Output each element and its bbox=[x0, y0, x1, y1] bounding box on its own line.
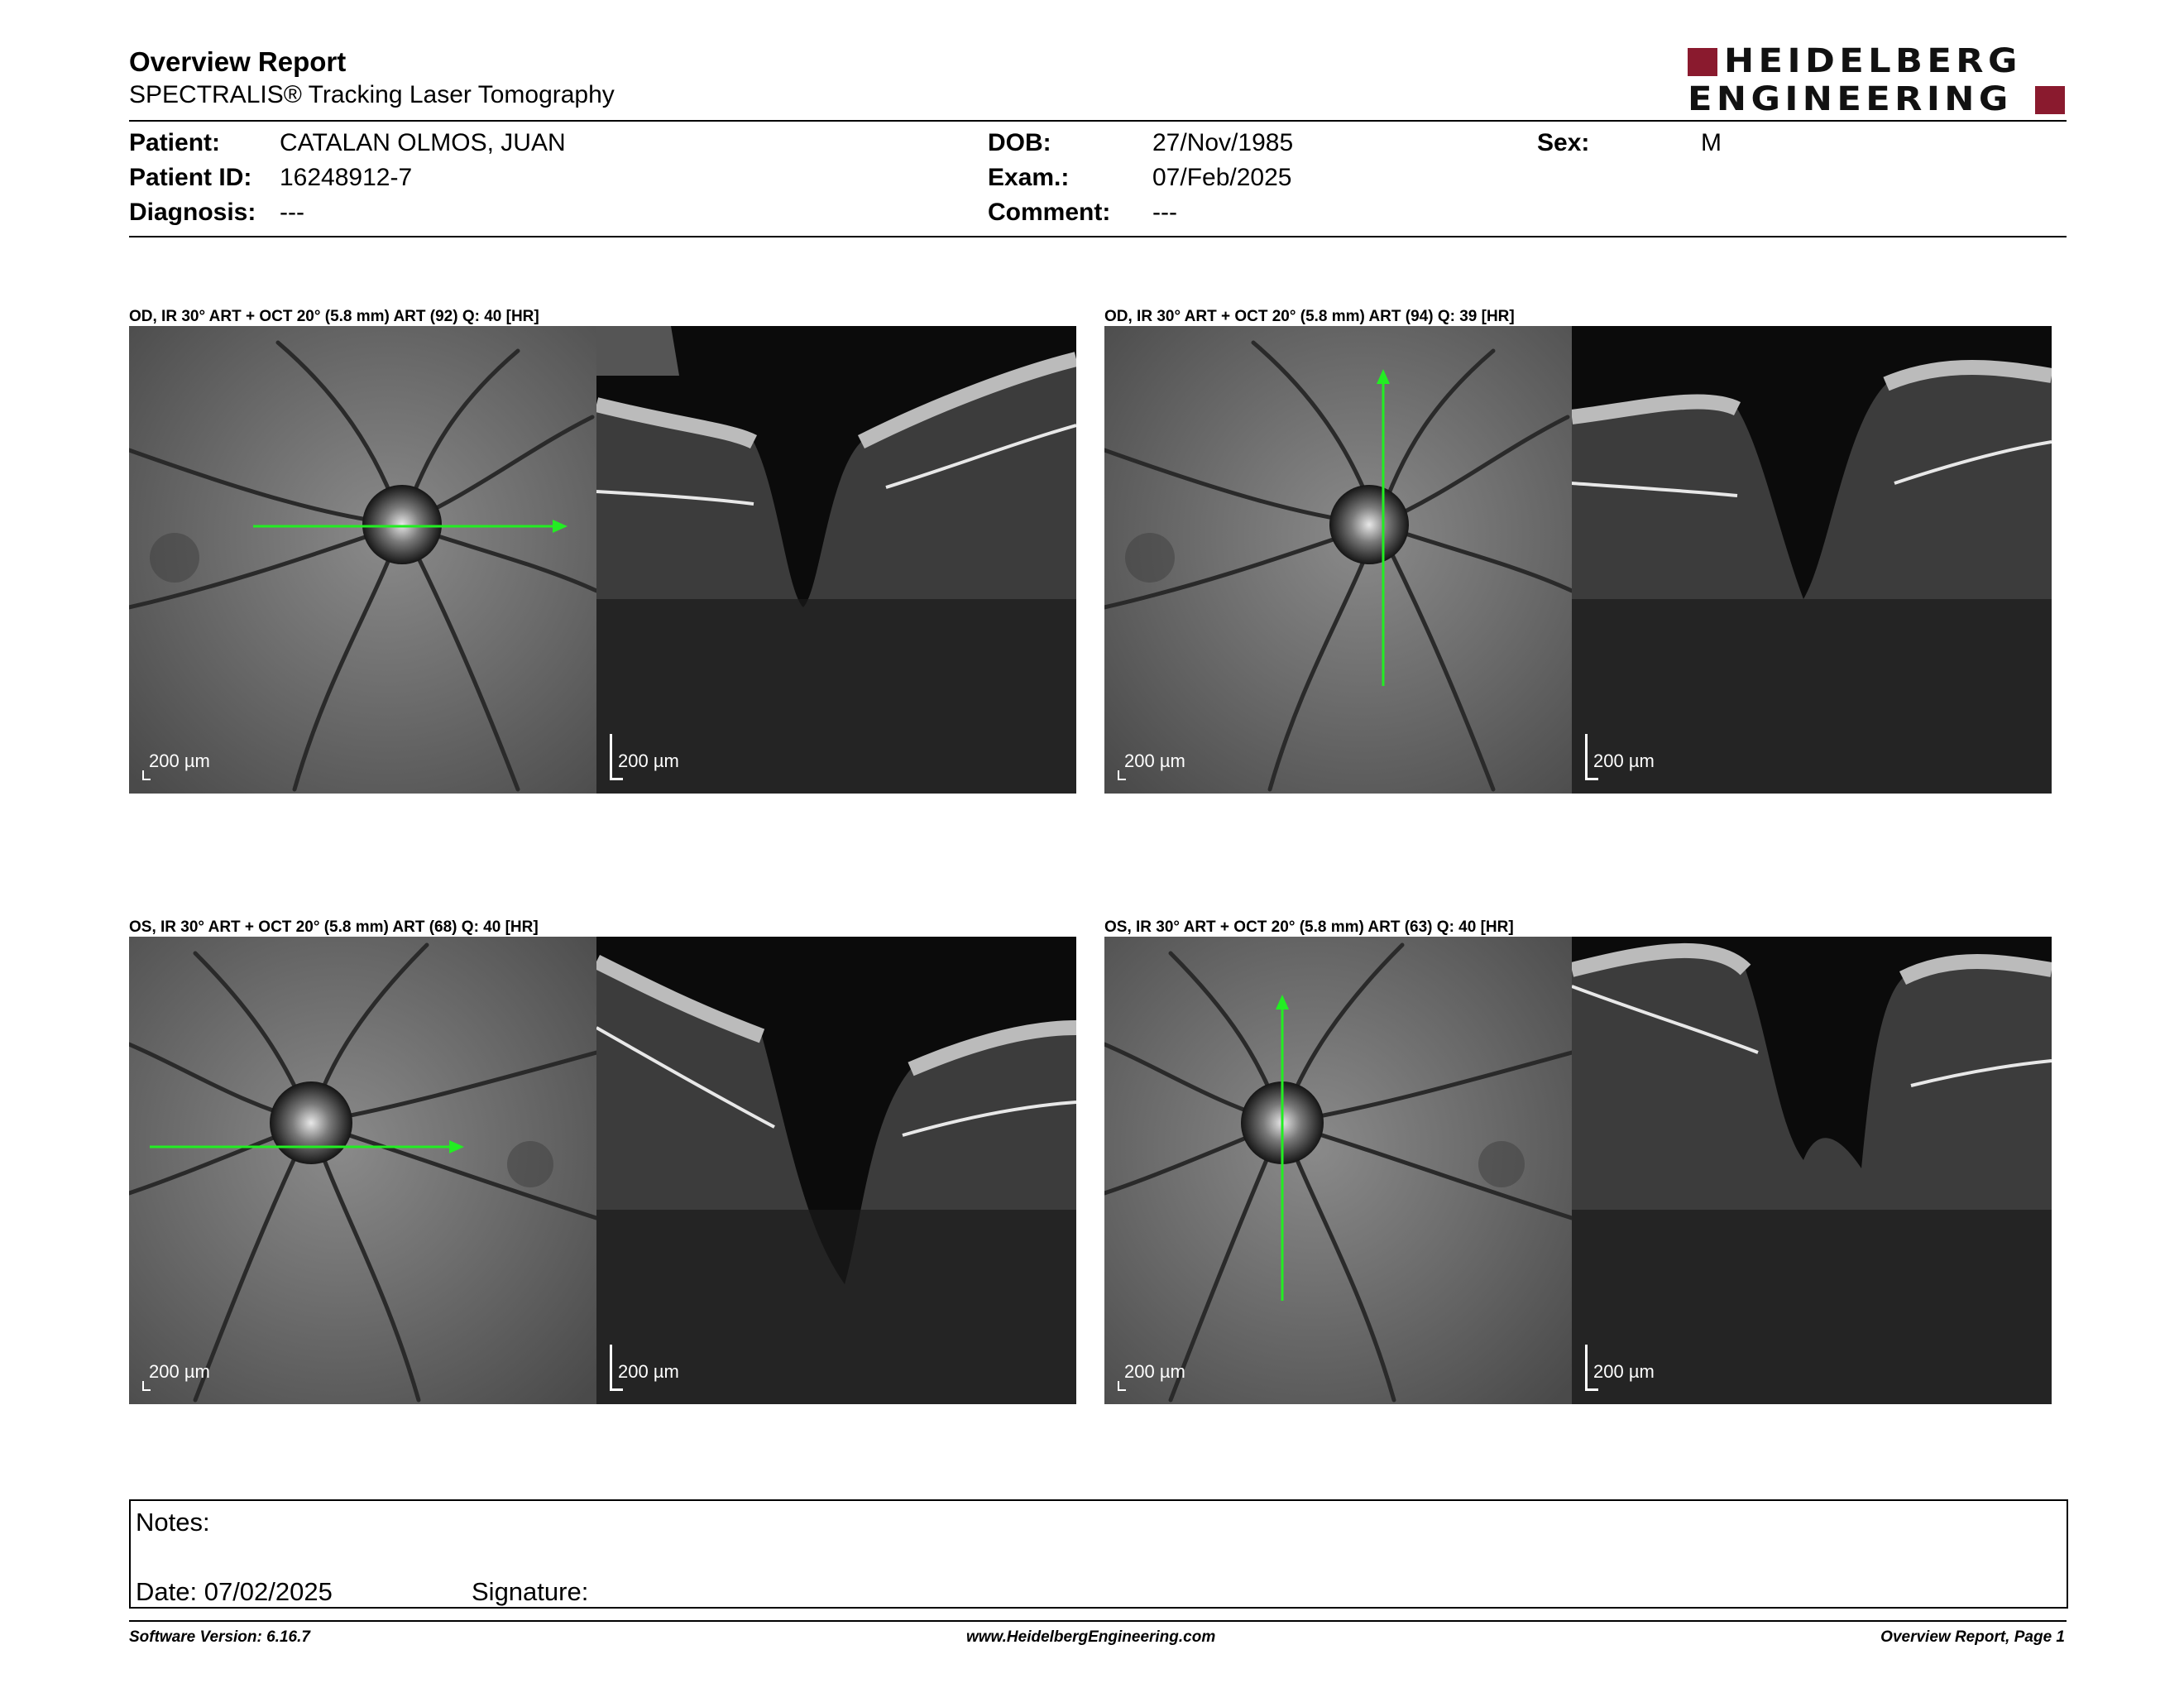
footer-website-link[interactable]: www.HeidelbergEngineering.com bbox=[966, 1628, 1216, 1646]
oct-bscan-image bbox=[1572, 326, 2052, 794]
logo-word-bottom: ENGINEERING bbox=[1688, 80, 2013, 118]
footer-rule bbox=[129, 1620, 2067, 1622]
sex-label: Sex: bbox=[1537, 129, 1590, 156]
dob-value: 27/Nov/1985 bbox=[1152, 129, 1294, 156]
fundus-image bbox=[129, 326, 596, 794]
image-pair-os-horizontal bbox=[129, 937, 1076, 1404]
panel-caption-od-2: OD, IR 30° ART + OCT 20° (5.8 mm) ART (94) Q: 39 [HR] bbox=[1104, 308, 1515, 325]
fundus-image bbox=[1104, 937, 1572, 1404]
logo-square-top bbox=[1688, 48, 1717, 76]
fundus-scale-label: 200 µm bbox=[149, 750, 210, 771]
header-rule-top bbox=[129, 120, 2067, 122]
diagnosis-value: --- bbox=[280, 199, 304, 226]
image-pair-os-vertical bbox=[1104, 937, 2052, 1404]
heidelberg-logo bbox=[1688, 42, 2068, 119]
exam-label: Exam.: bbox=[988, 164, 1070, 191]
logo-word-top: HEIDELBERG bbox=[1724, 42, 2022, 80]
signature-label: Signature: bbox=[472, 1577, 589, 1606]
dob-label: DOB: bbox=[988, 129, 1051, 156]
bscan-scale-label: 200 µm bbox=[618, 1361, 679, 1382]
patient-label: Patient: bbox=[129, 129, 221, 156]
image-pair-od-vertical bbox=[1104, 326, 2052, 794]
footer-software-version: Software Version: 6.16.7 bbox=[129, 1628, 310, 1646]
bscan-scale-label: 200 µm bbox=[618, 750, 679, 771]
bscan-scale-label: 200 µm bbox=[1593, 750, 1655, 771]
report-title: Overview Report bbox=[129, 46, 347, 77]
footer-page-number: Overview Report, Page 1 bbox=[1880, 1628, 2065, 1646]
bscan-scale-label: 200 µm bbox=[1593, 1361, 1655, 1382]
notes-box[interactable] bbox=[129, 1499, 2068, 1609]
patient-id-value: 16248912-7 bbox=[280, 164, 413, 191]
date-label: Date: 07/02/2025 bbox=[136, 1577, 333, 1606]
exam-value: 07/Feb/2025 bbox=[1152, 164, 1292, 191]
fundus-scale-label: 200 µm bbox=[1124, 750, 1185, 771]
fundus-image bbox=[1104, 326, 1572, 794]
sex-value: M bbox=[1701, 129, 1722, 156]
fundus-scale-label: 200 µm bbox=[1124, 1361, 1185, 1382]
comment-label: Comment: bbox=[988, 199, 1111, 226]
notes-label: Notes: bbox=[136, 1508, 210, 1537]
header-rule-bottom bbox=[129, 236, 2067, 237]
oct-bscan-image bbox=[596, 937, 1076, 1404]
patient-id-label: Patient ID: bbox=[129, 164, 252, 191]
fundus-scale-label: 200 µm bbox=[149, 1361, 210, 1382]
image-pair-od-horizontal bbox=[129, 326, 1076, 794]
report-subtitle: SPECTRALIS® Tracking Laser Tomography bbox=[129, 81, 615, 108]
oct-bscan-image bbox=[1572, 937, 2052, 1404]
panel-caption-od-1: OD, IR 30° ART + OCT 20° (5.8 mm) ART (92) Q: 40 [HR] bbox=[129, 308, 539, 325]
logo-square-bottom bbox=[2035, 86, 2065, 114]
oct-bscan-image bbox=[596, 326, 1076, 794]
panel-caption-os-1: OS, IR 30° ART + OCT 20° (5.8 mm) ART (68) Q: 40 [HR] bbox=[129, 918, 539, 936]
comment-value: --- bbox=[1152, 199, 1177, 226]
panel-caption-os-2: OS, IR 30° ART + OCT 20° (5.8 mm) ART (63) Q: 40 [HR] bbox=[1104, 918, 1514, 936]
patient-value: CATALAN OLMOS, JUAN bbox=[280, 129, 566, 156]
fundus-image bbox=[129, 937, 596, 1404]
diagnosis-label: Diagnosis: bbox=[129, 199, 256, 226]
